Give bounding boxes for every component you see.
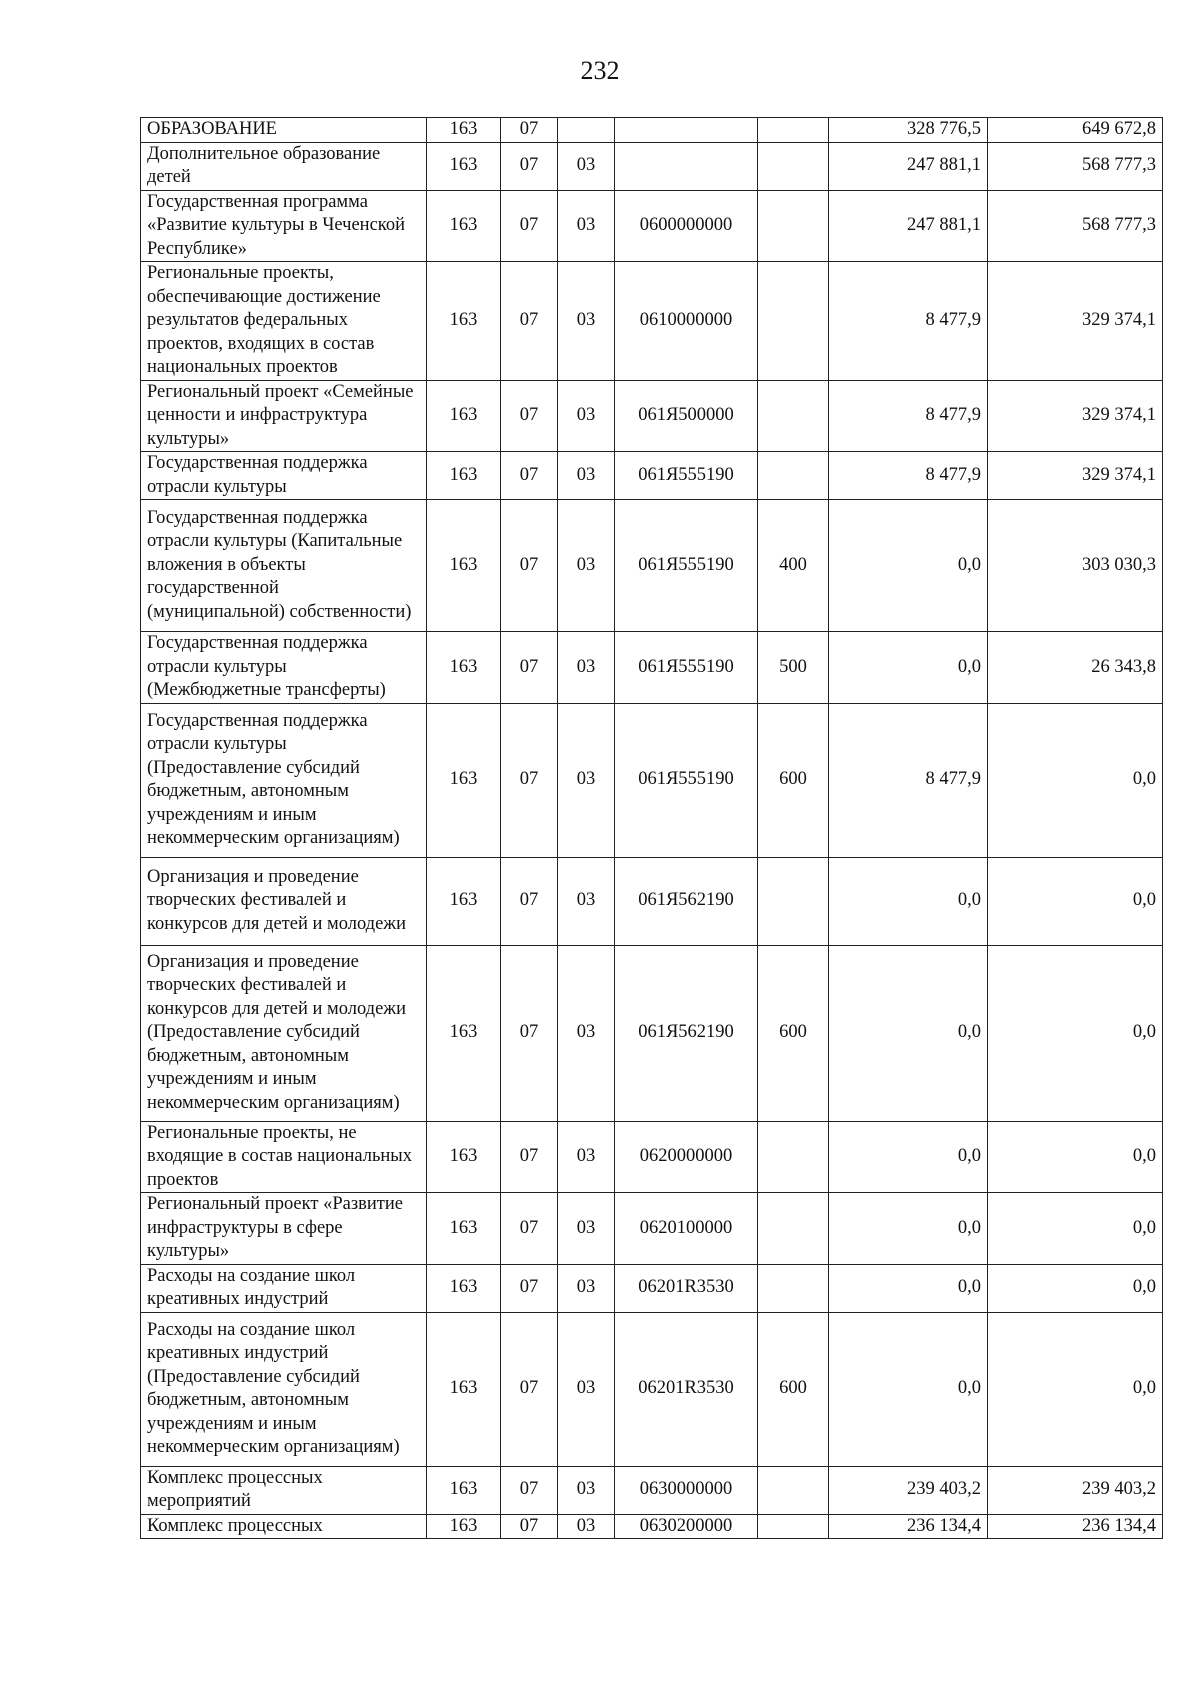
expense-type-code — [758, 1264, 829, 1312]
subsection-code: 03 — [558, 1466, 615, 1514]
budget-table — [140, 117, 1163, 1539]
grbs-code: 163 — [427, 1514, 501, 1539]
table-row — [141, 190, 1163, 262]
expense-type-code: 600 — [758, 703, 829, 857]
expense-type-code — [758, 1466, 829, 1514]
grbs-code: 163 — [427, 500, 501, 632]
amount-year-1: 0,0 — [829, 1312, 988, 1466]
amount-year-2: 568 777,3 — [988, 190, 1163, 262]
expense-type-code — [758, 1121, 829, 1193]
grbs-code: 163 — [427, 1466, 501, 1514]
amount-year-1: 0,0 — [829, 857, 988, 945]
item-name: Государственная поддержка отрасли культуры (Предоставление субсидий бюджетным, автономным учреждениям и иным некоммерческим организациям) — [141, 703, 427, 857]
target-article-code: 0630000000 — [615, 1466, 758, 1514]
target-article-code: 0600000000 — [615, 190, 758, 262]
section-code: 07 — [501, 262, 558, 381]
section-code: 07 — [501, 452, 558, 500]
amount-year-2: 0,0 — [988, 945, 1163, 1121]
table-row — [141, 857, 1163, 945]
target-article-code: 061Я555190 — [615, 452, 758, 500]
subsection-code: 03 — [558, 1514, 615, 1539]
grbs-code: 163 — [427, 945, 501, 1121]
target-article-code: 061Я555190 — [615, 632, 758, 704]
item-name: Расходы на создание школ креативных индустрий — [141, 1264, 427, 1312]
amount-year-1: 8 477,9 — [829, 703, 988, 857]
item-name: Комплекс процессных — [141, 1514, 427, 1539]
amount-year-1: 0,0 — [829, 945, 988, 1121]
grbs-code: 163 — [427, 1264, 501, 1312]
amount-year-1: 236 134,4 — [829, 1514, 988, 1539]
grbs-code: 163 — [427, 632, 501, 704]
target-article-code: 0620000000 — [615, 1121, 758, 1193]
expense-type-code — [758, 1193, 829, 1265]
expense-type-code — [758, 1514, 829, 1539]
amount-year-1: 0,0 — [829, 1121, 988, 1193]
item-name: Дополнительное образование детей — [141, 142, 427, 190]
section-code: 07 — [501, 500, 558, 632]
grbs-code: 163 — [427, 452, 501, 500]
table-row — [141, 1466, 1163, 1514]
target-article-code: 0630200000 — [615, 1514, 758, 1539]
target-article-code: 061Я555190 — [615, 500, 758, 632]
amount-year-1: 247 881,1 — [829, 190, 988, 262]
amount-year-2: 236 134,4 — [988, 1514, 1163, 1539]
subsection-code: 03 — [558, 142, 615, 190]
expense-type-code: 500 — [758, 632, 829, 704]
item-name: Государственная программа «Развитие культуры в Чеченской Республике» — [141, 190, 427, 262]
amount-year-2: 303 030,3 — [988, 500, 1163, 632]
amount-year-2: 329 374,1 — [988, 380, 1163, 452]
subsection-code: 03 — [558, 857, 615, 945]
subsection-code: 03 — [558, 703, 615, 857]
target-article-code: 0610000000 — [615, 262, 758, 381]
target-article-code: 0620100000 — [615, 1193, 758, 1265]
table-row — [141, 632, 1163, 704]
subsection-code: 03 — [558, 452, 615, 500]
table-row — [141, 142, 1163, 190]
amount-year-2: 0,0 — [988, 703, 1163, 857]
subsection-code: 03 — [558, 380, 615, 452]
amount-year-1: 0,0 — [829, 1193, 988, 1265]
item-name: Государственная поддержка отрасли культуры (Межбюджетные трансферты) — [141, 632, 427, 704]
expense-type-code — [758, 857, 829, 945]
item-name: Организация и проведение творческих фестивалей и конкурсов для детей и молодежи — [141, 857, 427, 945]
amount-year-2: 568 777,3 — [988, 142, 1163, 190]
target-article-code — [615, 142, 758, 190]
expense-type-code — [758, 190, 829, 262]
section-code: 07 — [501, 1193, 558, 1265]
expense-type-code — [758, 452, 829, 500]
amount-year-2: 0,0 — [988, 1193, 1163, 1265]
grbs-code: 163 — [427, 703, 501, 857]
table-row — [141, 1193, 1163, 1265]
item-name: Государственная поддержка отрасли культуры (Капитальные вложения в объекты государственной (муниципальной) собственности) — [141, 500, 427, 632]
amount-year-1: 247 881,1 — [829, 142, 988, 190]
table-row — [141, 1264, 1163, 1312]
grbs-code: 163 — [427, 380, 501, 452]
grbs-code: 163 — [427, 190, 501, 262]
item-name: Организация и проведение творческих фестивалей и конкурсов для детей и молодежи (Предоставление субсидий бюджетным, автономным учреждениям и иным некоммерческим организациям) — [141, 945, 427, 1121]
budget-table-body — [141, 118, 1163, 1539]
subsection-code: 03 — [558, 632, 615, 704]
subsection-code: 03 — [558, 1312, 615, 1466]
expense-type-code: 400 — [758, 500, 829, 632]
table-row — [141, 118, 1163, 143]
subsection-code: 03 — [558, 1121, 615, 1193]
expense-type-code — [758, 118, 829, 143]
amount-year-1: 328 776,5 — [829, 118, 988, 143]
subsection-code: 03 — [558, 945, 615, 1121]
grbs-code: 163 — [427, 1121, 501, 1193]
table-row — [141, 1514, 1163, 1539]
table-row — [141, 452, 1163, 500]
grbs-code: 163 — [427, 857, 501, 945]
item-name: Региональные проекты, обеспечивающие достижение результатов федеральных проектов, входящих в состав национальных проектов — [141, 262, 427, 381]
amount-year-1: 8 477,9 — [829, 452, 988, 500]
expense-type-code — [758, 380, 829, 452]
subsection-code: 03 — [558, 1193, 615, 1265]
section-code: 07 — [501, 1514, 558, 1539]
target-article-code: 061Я562190 — [615, 945, 758, 1121]
item-name: Расходы на создание школ креативных индустрий (Предоставление субсидий бюджетным, автономным учреждениям и иным некоммерческим организациям) — [141, 1312, 427, 1466]
expense-type-code: 600 — [758, 945, 829, 1121]
target-article-code: 061Я500000 — [615, 380, 758, 452]
grbs-code: 163 — [427, 118, 501, 143]
section-code: 07 — [501, 1466, 558, 1514]
expense-type-code — [758, 142, 829, 190]
subsection-code — [558, 118, 615, 143]
expense-type-code — [758, 262, 829, 381]
grbs-code: 163 — [427, 1312, 501, 1466]
table-row — [141, 703, 1163, 857]
grbs-code: 163 — [427, 262, 501, 381]
section-code: 07 — [501, 380, 558, 452]
amount-year-1: 8 477,9 — [829, 262, 988, 381]
table-row — [141, 1312, 1163, 1466]
item-name: Региональный проект «Развитие инфраструктуры в сфере культуры» — [141, 1193, 427, 1265]
table-row — [141, 380, 1163, 452]
expense-type-code: 600 — [758, 1312, 829, 1466]
target-article-code: 06201R3530 — [615, 1264, 758, 1312]
amount-year-1: 0,0 — [829, 500, 988, 632]
item-name: Государственная поддержка отрасли культуры — [141, 452, 427, 500]
amount-year-2: 0,0 — [988, 1121, 1163, 1193]
amount-year-2: 329 374,1 — [988, 452, 1163, 500]
amount-year-1: 0,0 — [829, 1264, 988, 1312]
table-row — [141, 945, 1163, 1121]
section-code: 07 — [501, 1312, 558, 1466]
amount-year-1: 8 477,9 — [829, 380, 988, 452]
section-code: 07 — [501, 1121, 558, 1193]
table-row — [141, 262, 1163, 381]
target-article-code: 06201R3530 — [615, 1312, 758, 1466]
section-code: 07 — [501, 1264, 558, 1312]
section-code: 07 — [501, 190, 558, 262]
section-code: 07 — [501, 142, 558, 190]
amount-year-2: 329 374,1 — [988, 262, 1163, 381]
section-code: 07 — [501, 118, 558, 143]
grbs-code: 163 — [427, 1193, 501, 1265]
amount-year-2: 649 672,8 — [988, 118, 1163, 143]
subsection-code: 03 — [558, 262, 615, 381]
table-row — [141, 1121, 1163, 1193]
table-row — [141, 500, 1163, 632]
subsection-code: 03 — [558, 190, 615, 262]
amount-year-2: 0,0 — [988, 857, 1163, 945]
subsection-code: 03 — [558, 1264, 615, 1312]
subsection-code: 03 — [558, 500, 615, 632]
amount-year-2: 239 403,2 — [988, 1466, 1163, 1514]
item-name: Комплекс процессных мероприятий — [141, 1466, 427, 1514]
amount-year-1: 239 403,2 — [829, 1466, 988, 1514]
grbs-code: 163 — [427, 142, 501, 190]
section-code: 07 — [501, 857, 558, 945]
section-code: 07 — [501, 703, 558, 857]
amount-year-2: 26 343,8 — [988, 632, 1163, 704]
amount-year-2: 0,0 — [988, 1312, 1163, 1466]
page-number: 232 — [580, 56, 620, 85]
target-article-code — [615, 118, 758, 143]
section-code: 07 — [501, 632, 558, 704]
target-article-code: 061Я562190 — [615, 857, 758, 945]
amount-year-1: 0,0 — [829, 632, 988, 704]
section-code: 07 — [501, 945, 558, 1121]
amount-year-2: 0,0 — [988, 1264, 1163, 1312]
target-article-code: 061Я555190 — [615, 703, 758, 857]
item-name: Региональный проект «Семейные ценности и инфраструктура культуры» — [141, 380, 427, 452]
item-name: ОБРАЗОВАНИЕ — [141, 118, 427, 143]
item-name: Региональные проекты, не входящие в состав национальных проектов — [141, 1121, 427, 1193]
